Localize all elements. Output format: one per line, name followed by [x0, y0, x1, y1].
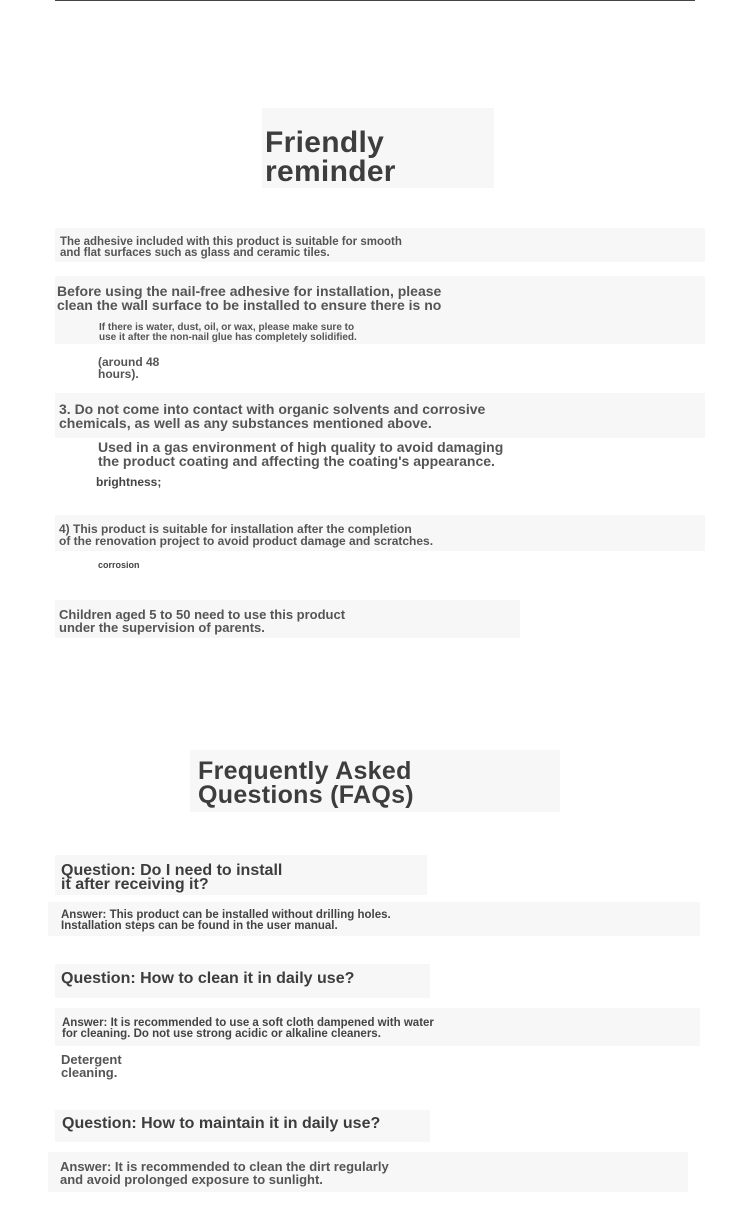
reminder-item-solvents: 3. Do not come into contact with organic solvents and corrosive chemicals, as well as any substances mentioned above. — [59, 401, 486, 431]
faq-question-maintain: Question: How to maintain it in daily use? — [62, 1115, 381, 1132]
reminder-title: Friendly reminder — [265, 126, 396, 188]
reminder-item-clean-wall: Before using the nail-free adhesive for installation, please clean the wall surface to be installed to ensure there is no — [57, 283, 442, 313]
reminder-item-renovation: 4) This product is suitable for installation after the completion of the renovation project to avoid product damage and scratches. — [59, 522, 434, 548]
reminder-item-water-dust: If there is water, dust, oil, or wax, please make sure to use it after the non-nail glue has completely solidified. — [99, 322, 357, 343]
faq-title: Frequently Asked Questions (FAQs) — [198, 757, 414, 809]
reminder-item-gas-environment: Used in a gas environment of high quality to avoid damaging the product coating and affecting the coating's appearance. — [98, 439, 504, 469]
faq-answer-maintain: Answer: It is recommended to clean the dirt regularly and avoid prolonged exposure to sunlight. — [60, 1159, 389, 1187]
reminder-item-brightness: brightness; — [96, 475, 162, 489]
top-divider — [55, 0, 695, 1]
faq-answer-clean: Answer: It is recommended to use a soft cloth dampened with water for cleaning. Do not use strong acidic or alkaline cleaners. — [62, 1017, 434, 1040]
reminder-item-corrosion: corrosion — [98, 560, 140, 570]
faq-question-clean: Question: How to clean it in daily use? — [61, 970, 355, 987]
reminder-item-hours: (around 48 hours). — [98, 355, 160, 381]
faq-answer-install: Answer: This product can be installed without drilling holes. Installation steps can be found in the user manual. — [61, 909, 391, 932]
reminder-item-children: Children aged 5 to 50 need to use this product under the supervision of parents. — [59, 607, 346, 635]
faq-answer-detergent: Detergent cleaning. — [61, 1052, 122, 1080]
reminder-item-adhesive: The adhesive included with this product is suitable for smooth and flat surfaces such as glass and ceramic tiles. — [60, 236, 402, 259]
faq-question-install: Question: Do I need to install it after receiving it? — [61, 862, 283, 893]
